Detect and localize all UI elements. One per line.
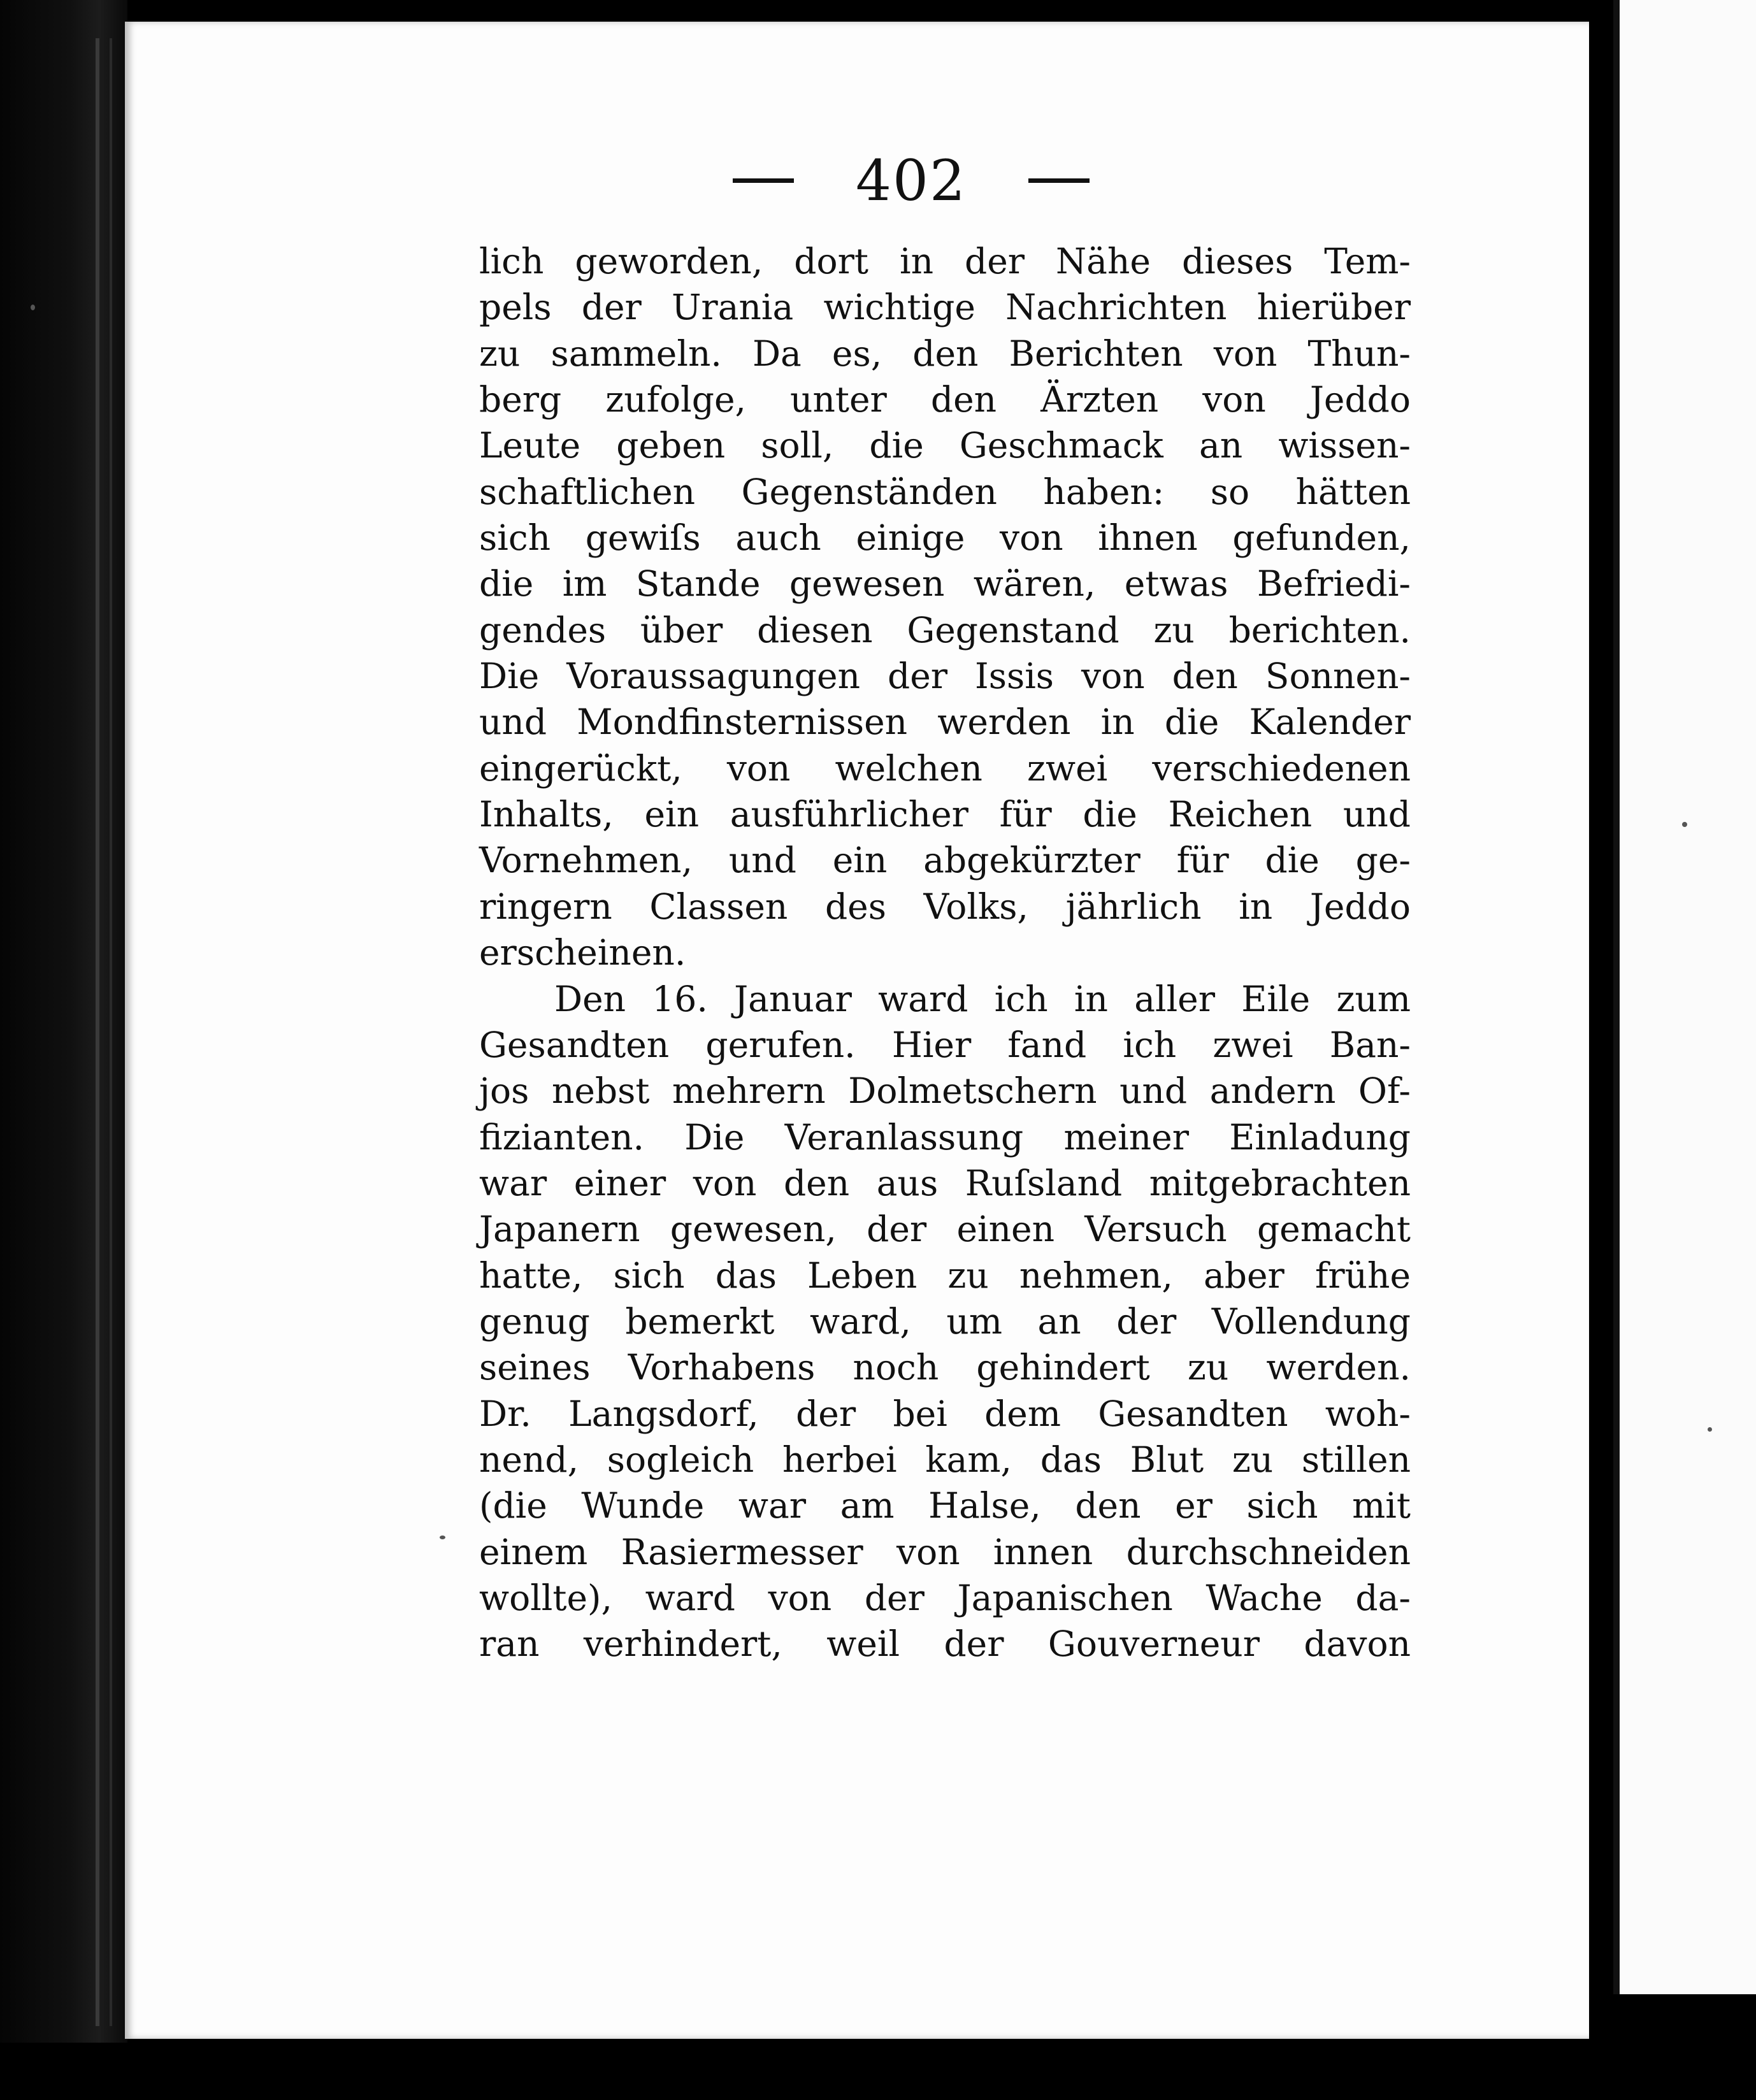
text-line: seines Vorhabens noch gehindert zu werden. [479, 1347, 1411, 1388]
header-dash-right [1028, 178, 1090, 183]
page-number: 402 [856, 147, 967, 213]
paragraph-end-line: erscheinen. [479, 932, 686, 974]
text-line: Inhalts, ein ausführlicher für die Reichen und [479, 794, 1411, 835]
body-text [479, 238, 1411, 1667]
text-line: genug bemerkt ward, um an der Vollendung [479, 1300, 1411, 1342]
text-line: Dr. Langsdorf, der bei dem Gesandten woh- [479, 1393, 1411, 1434]
text-line: fizianten. Die Veranlassung meiner Einladung [479, 1116, 1411, 1158]
text-line: Japanern gewesen, der einen Versuch gemacht [479, 1209, 1411, 1250]
text-line: sich gewiſs auch einige von ihnen gefunden, [479, 517, 1411, 559]
text-line: hatte, sich das Leben zu nehmen, aber frühe [479, 1255, 1411, 1296]
text-line: Vornehmen, und ein abgekürzter für die ge- [479, 840, 1411, 881]
text-line: eingerückt, von welchen zwei verschiedenen [479, 747, 1411, 789]
adjacent-page-edge [1613, 0, 1756, 1994]
spine-edge-line [110, 38, 112, 2026]
text-line: zu sammeln. Da es, den Berichten von Thun- [479, 333, 1411, 374]
text-line: Die Voraussagungen der Issis von den Sonnen- [479, 656, 1411, 697]
text-line: ringern Classen des Volks, jährlich in Jeddo [479, 886, 1411, 927]
book-spine [0, 0, 127, 2100]
text-line: einem Rasiermesser von innen durchschneiden [479, 1531, 1411, 1572]
text-line: (die Wunde war am Halse, den er sich mit [479, 1485, 1411, 1527]
text-line: pels der Urania wichtige Nachrichten hierüber [479, 287, 1411, 328]
scan-speck [440, 1535, 445, 1539]
text-line: schaftlichen Gegenständen haben: so hätten [479, 471, 1411, 512]
text-line: wollte), ward von der Japanischen Wache da- [479, 1577, 1411, 1618]
text-line: und Mondfinsternissen werden in die Kalender [479, 701, 1411, 743]
text-line: war einer von den aus Ruſsland mitgebrachten [479, 1162, 1411, 1204]
text-line: Gesandten gerufen. Hier fand ich zwei Ban- [479, 1024, 1411, 1065]
text-line: Leute geben soll, die Geschmack an wissen- [479, 425, 1411, 466]
text-line: jos nebst mehrern Dolmetschern und andern Of- [479, 1070, 1411, 1112]
text-line: nend, sogleich herbei kam, das Blut zu stillen [479, 1439, 1411, 1480]
text-line: gendes über diesen Gegenstand zu berichten. [479, 609, 1411, 651]
text-line: ran verhindert, weil der Gouverneur davon [479, 1623, 1411, 1665]
scan-speck [1708, 1427, 1712, 1432]
paragraph-start-line: Den 16. Januar ward ich in aller Eile zum [554, 978, 1411, 1019]
spine-edge-line [96, 38, 99, 2026]
page-header [733, 145, 1090, 215]
text-line: berg zufolge, unter den Ärzten von Jeddo [479, 379, 1411, 421]
scan-border [0, 2043, 1756, 2100]
text-line: die im Stande gewesen wären, etwas Befriedi- [479, 563, 1411, 605]
scan-speck [1682, 822, 1687, 827]
text-line: lich geworden, dort in der Nähe dieses Tem- [479, 241, 1411, 282]
scan-speck [31, 305, 35, 310]
header-dash-left [733, 178, 794, 183]
